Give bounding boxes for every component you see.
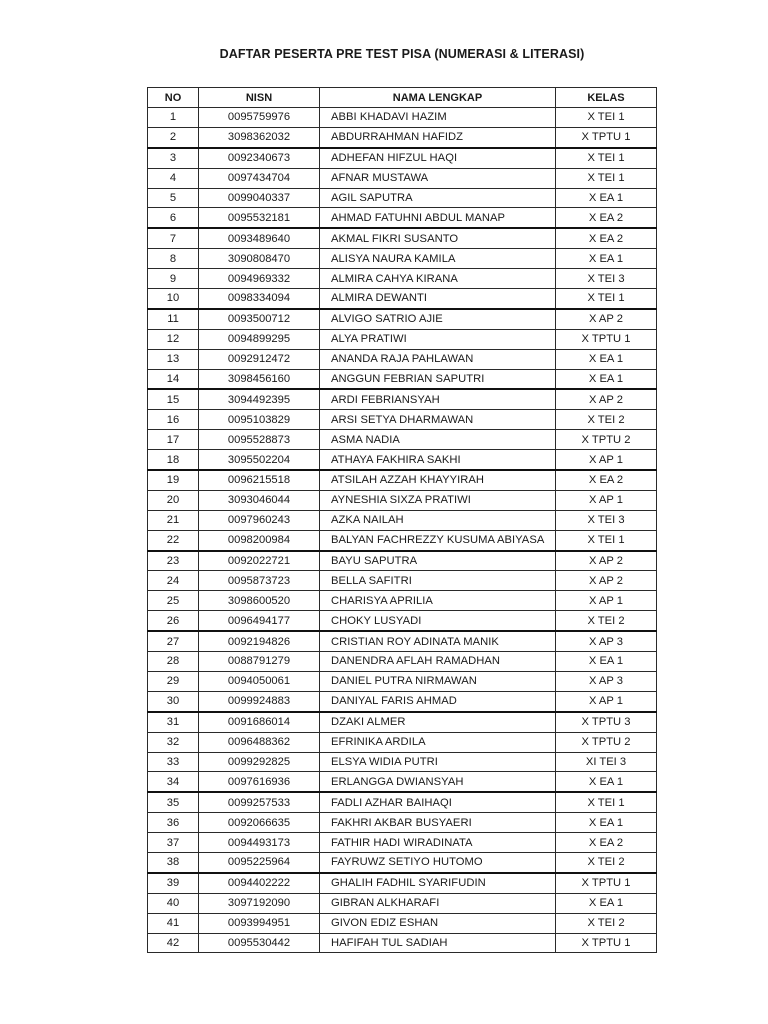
cell-kelas: X EA 1: [556, 188, 657, 208]
cell-nisn: 3098456160: [199, 369, 320, 389]
cell-no: 38: [148, 852, 199, 872]
cell-no: 26: [148, 611, 199, 631]
cell-nama: AYNESHIA SIXZA PRATIWI: [320, 490, 556, 510]
cell-no: 15: [148, 389, 199, 409]
cell-nama: BAYU SAPUTRA: [320, 551, 556, 571]
cell-nama: FAKHRI AKBAR BUSYAERI: [320, 813, 556, 833]
cell-nisn: 0093489640: [199, 228, 320, 248]
table-row: [148, 490, 657, 510]
cell-no: 23: [148, 551, 199, 571]
cell-nisn: 0099040337: [199, 188, 320, 208]
cell-no: 24: [148, 571, 199, 591]
cell-no: 37: [148, 833, 199, 853]
cell-nama: AFNAR MUSTAWA: [320, 168, 556, 188]
cell-kelas: X TPTU 1: [556, 933, 657, 953]
cell-nama: ALISYA NAURA KAMILA: [320, 249, 556, 269]
table-row: [148, 309, 657, 329]
cell-no: 27: [148, 631, 199, 651]
table-row: [148, 269, 657, 289]
cell-kelas: X TEI 1: [556, 530, 657, 550]
cell-nisn: 0095530442: [199, 933, 320, 953]
table-row: [148, 571, 657, 591]
cell-no: 33: [148, 752, 199, 772]
cell-nisn: 0095103829: [199, 410, 320, 430]
cell-nama: CHOKY LUSYADI: [320, 611, 556, 631]
cell-no: 41: [148, 913, 199, 933]
table-row: [148, 127, 657, 147]
cell-nisn: 0093500712: [199, 309, 320, 329]
table-row: [148, 249, 657, 269]
cell-kelas: X TEI 1: [556, 168, 657, 188]
cell-nisn: 0099292825: [199, 752, 320, 772]
cell-nisn: 0092022721: [199, 551, 320, 571]
cell-nama: ALVIGO SATRIO AJIE: [320, 309, 556, 329]
cell-kelas: X EA 1: [556, 349, 657, 369]
cell-no: 2: [148, 127, 199, 147]
table-row: [148, 893, 657, 913]
cell-kelas: X EA 1: [556, 369, 657, 389]
cell-kelas: X TEI 2: [556, 852, 657, 872]
cell-no: 6: [148, 208, 199, 228]
cell-nisn: 0094402222: [199, 873, 320, 893]
cell-no: 28: [148, 652, 199, 672]
cell-nisn: 3093046044: [199, 490, 320, 510]
cell-nisn: 0094899295: [199, 329, 320, 349]
cell-nama: DANIYAL FARIS AHMAD: [320, 691, 556, 711]
cell-no: 12: [148, 329, 199, 349]
cell-nisn: 0088791279: [199, 652, 320, 672]
table-row: [148, 813, 657, 833]
cell-kelas: X AP 1: [556, 691, 657, 711]
cell-nisn: 0097960243: [199, 510, 320, 530]
cell-nisn: 0098200984: [199, 530, 320, 550]
cell-nama: ATSILAH AZZAH KHAYYIRAH: [320, 470, 556, 490]
cell-nisn: 0092340673: [199, 148, 320, 168]
table-row: [148, 329, 657, 349]
cell-nama: ALMIRA DEWANTI: [320, 289, 556, 309]
table-row: [148, 591, 657, 611]
cell-no: 21: [148, 510, 199, 530]
cell-no: 22: [148, 530, 199, 550]
cell-no: 3: [148, 148, 199, 168]
cell-no: 25: [148, 591, 199, 611]
cell-kelas: X AP 2: [556, 309, 657, 329]
table-row: [148, 611, 657, 631]
cell-nisn: 0092194826: [199, 631, 320, 651]
cell-nama: AGIL SAPUTRA: [320, 188, 556, 208]
cell-no: 36: [148, 813, 199, 833]
cell-nama: AZKA NAILAH: [320, 510, 556, 530]
cell-kelas: X TEI 2: [556, 913, 657, 933]
header-nama: NAMA LENGKAP: [320, 88, 556, 108]
cell-nisn: 0095528873: [199, 430, 320, 450]
cell-kelas: X TEI 1: [556, 108, 657, 128]
cell-no: 4: [148, 168, 199, 188]
cell-no: 29: [148, 671, 199, 691]
cell-nisn: 0095759976: [199, 108, 320, 128]
table-row: [148, 389, 657, 409]
cell-nama: ADHEFAN HIFZUL HAQI: [320, 148, 556, 168]
cell-nama: CRISTIAN ROY ADINATA MANIK: [320, 631, 556, 651]
cell-kelas: X AP 2: [556, 551, 657, 571]
cell-no: 34: [148, 772, 199, 792]
document-title: DAFTAR PESERTA PRE TEST PISA (NUMERASI & LITERASI): [219, 47, 585, 61]
table-row: [148, 671, 657, 691]
cell-kelas: X TPTU 1: [556, 329, 657, 349]
cell-nama: EFRINIKA ARDILA: [320, 732, 556, 752]
cell-no: 5: [148, 188, 199, 208]
table-row: [148, 913, 657, 933]
cell-kelas: X AP 2: [556, 389, 657, 409]
table-row: [148, 752, 657, 772]
cell-nama: ALYA PRATIWI: [320, 329, 556, 349]
table-row: [148, 289, 657, 309]
cell-no: 13: [148, 349, 199, 369]
cell-no: 14: [148, 369, 199, 389]
cell-kelas: X TPTU 2: [556, 732, 657, 752]
cell-nisn: 3095502204: [199, 450, 320, 470]
cell-kelas: X TEI 2: [556, 410, 657, 430]
cell-no: 20: [148, 490, 199, 510]
table-row: [148, 792, 657, 812]
cell-no: 8: [148, 249, 199, 269]
table-row: [148, 369, 657, 389]
cell-kelas: X TEI 1: [556, 792, 657, 812]
cell-kelas: XI TEI 3: [556, 752, 657, 772]
header-row: [148, 88, 657, 108]
cell-no: 35: [148, 792, 199, 812]
cell-kelas: X TEI 1: [556, 289, 657, 309]
table-row: [148, 631, 657, 651]
table-row: [148, 188, 657, 208]
cell-kelas: X AP 1: [556, 490, 657, 510]
cell-nama: GIBRAN ALKHARAFI: [320, 893, 556, 913]
cell-nama: ANANDA RAJA PAHLAWAN: [320, 349, 556, 369]
cell-nama: ALMIRA CAHYA KIRANA: [320, 269, 556, 289]
header-nisn: NISN: [199, 88, 320, 108]
cell-nisn: 0096215518: [199, 470, 320, 490]
table-row: [148, 933, 657, 953]
table-row: [148, 732, 657, 752]
cell-nama: CHARISYA APRILIA: [320, 591, 556, 611]
cell-nisn: 0091686014: [199, 712, 320, 732]
cell-nisn: 3090808470: [199, 249, 320, 269]
cell-nisn: 0099257533: [199, 792, 320, 812]
cell-nama: ARSI SETYA DHARMAWAN: [320, 410, 556, 430]
header-no: NO: [148, 88, 199, 108]
cell-nama: ABDURRAHMAN HAFIDZ: [320, 127, 556, 147]
cell-nisn: 3098600520: [199, 591, 320, 611]
table-header: [148, 88, 657, 108]
cell-nama: DZAKI ALMER: [320, 712, 556, 732]
cell-nisn: 0092066635: [199, 813, 320, 833]
cell-kelas: X EA 2: [556, 228, 657, 248]
table-row: [148, 873, 657, 893]
cell-nisn: 0095225964: [199, 852, 320, 872]
cell-kelas: X AP 3: [556, 631, 657, 651]
table-row: [148, 852, 657, 872]
table-row: [148, 208, 657, 228]
cell-kelas: X EA 1: [556, 893, 657, 913]
table-row: [148, 530, 657, 550]
cell-nisn: 0093994951: [199, 913, 320, 933]
cell-kelas: X EA 2: [556, 208, 657, 228]
cell-kelas: X EA 1: [556, 249, 657, 269]
cell-kelas: X AP 1: [556, 591, 657, 611]
cell-nama: ABBI KHADAVI HAZIM: [320, 108, 556, 128]
cell-kelas: X EA 1: [556, 652, 657, 672]
table-row: [148, 652, 657, 672]
table-row: [148, 470, 657, 490]
cell-no: 18: [148, 450, 199, 470]
cell-kelas: X AP 3: [556, 671, 657, 691]
cell-kelas: X TPTU 2: [556, 430, 657, 450]
cell-kelas: X TPTU 1: [556, 873, 657, 893]
cell-no: 7: [148, 228, 199, 248]
cell-no: 40: [148, 893, 199, 913]
cell-nama: ARDI FEBRIANSYAH: [320, 389, 556, 409]
cell-no: 1: [148, 108, 199, 128]
cell-nisn: 0094969332: [199, 269, 320, 289]
cell-nama: FAYRUWZ SETIYO HUTOMO: [320, 852, 556, 872]
cell-kelas: X EA 2: [556, 470, 657, 490]
cell-kelas: X EA 2: [556, 833, 657, 853]
cell-nama: ERLANGGA DWIANSYAH: [320, 772, 556, 792]
cell-kelas: X TPTU 3: [556, 712, 657, 732]
cell-nisn: 0097616936: [199, 772, 320, 792]
cell-kelas: X AP 2: [556, 571, 657, 591]
cell-nama: AKMAL FIKRI SUSANTO: [320, 228, 556, 248]
cell-nama: DANIEL PUTRA NIRMAWAN: [320, 671, 556, 691]
cell-nama: ASMA NADIA: [320, 430, 556, 450]
table-row: [148, 833, 657, 853]
cell-no: 9: [148, 269, 199, 289]
cell-nama: ATHAYA FAKHIRA SAKHI: [320, 450, 556, 470]
cell-nisn: 0098334094: [199, 289, 320, 309]
cell-nisn: 0099924883: [199, 691, 320, 711]
cell-no: 31: [148, 712, 199, 732]
cell-nisn: 0096488362: [199, 732, 320, 752]
table-row: [148, 168, 657, 188]
cell-no: 32: [148, 732, 199, 752]
cell-no: 10: [148, 289, 199, 309]
cell-kelas: X TEI 3: [556, 269, 657, 289]
cell-no: 19: [148, 470, 199, 490]
cell-kelas: X TEI 2: [556, 611, 657, 631]
participant-table: [147, 87, 657, 953]
cell-kelas: X AP 1: [556, 450, 657, 470]
table-row: [148, 349, 657, 369]
cell-kelas: X TEI 3: [556, 510, 657, 530]
cell-nisn: 3098362032: [199, 127, 320, 147]
table-row: [148, 410, 657, 430]
cell-kelas: X TPTU 1: [556, 127, 657, 147]
cell-nama: ELSYA WIDIA PUTRI: [320, 752, 556, 772]
cell-nama: ANGGUN FEBRIAN SAPUTRI: [320, 369, 556, 389]
cell-no: 16: [148, 410, 199, 430]
cell-nama: DANENDRA AFLAH RAMADHAN: [320, 652, 556, 672]
cell-no: 30: [148, 691, 199, 711]
cell-nisn: 3097192090: [199, 893, 320, 913]
cell-nisn: 0094050061: [199, 671, 320, 691]
cell-nisn: 0096494177: [199, 611, 320, 631]
table-row: [148, 712, 657, 732]
cell-nisn: 0095873723: [199, 571, 320, 591]
cell-nisn: 0092912472: [199, 349, 320, 369]
cell-nama: FATHIR HADI WIRADINATA: [320, 833, 556, 853]
cell-kelas: X TEI 1: [556, 148, 657, 168]
header-kelas: KELAS: [556, 88, 657, 108]
cell-nama: GIVON EDIZ ESHAN: [320, 913, 556, 933]
cell-nama: FADLI AZHAR BAIHAQI: [320, 792, 556, 812]
table-row: [148, 148, 657, 168]
cell-nama: HAFIFAH TUL SADIAH: [320, 933, 556, 953]
table-row: [148, 772, 657, 792]
cell-no: 42: [148, 933, 199, 953]
cell-nisn: 0094493173: [199, 833, 320, 853]
table-row: [148, 551, 657, 571]
cell-nama: BELLA SAFITRI: [320, 571, 556, 591]
cell-nisn: 3094492395: [199, 389, 320, 409]
cell-nama: GHALIH FADHIL SYARIFUDIN: [320, 873, 556, 893]
table-body: [148, 108, 657, 953]
cell-no: 17: [148, 430, 199, 450]
table-row: [148, 691, 657, 711]
cell-nisn: 0097434704: [199, 168, 320, 188]
cell-nisn: 0095532181: [199, 208, 320, 228]
cell-no: 39: [148, 873, 199, 893]
cell-kelas: X EA 1: [556, 772, 657, 792]
cell-kelas: X EA 1: [556, 813, 657, 833]
table-row: [148, 450, 657, 470]
table-row: [148, 228, 657, 248]
cell-nama: AHMAD FATUHNI ABDUL MANAP: [320, 208, 556, 228]
table-row: [148, 430, 657, 450]
cell-no: 11: [148, 309, 199, 329]
cell-nama: BALYAN FACHREZZY KUSUMA ABIYASA: [320, 530, 556, 550]
table-row: [148, 108, 657, 128]
table-row: [148, 510, 657, 530]
